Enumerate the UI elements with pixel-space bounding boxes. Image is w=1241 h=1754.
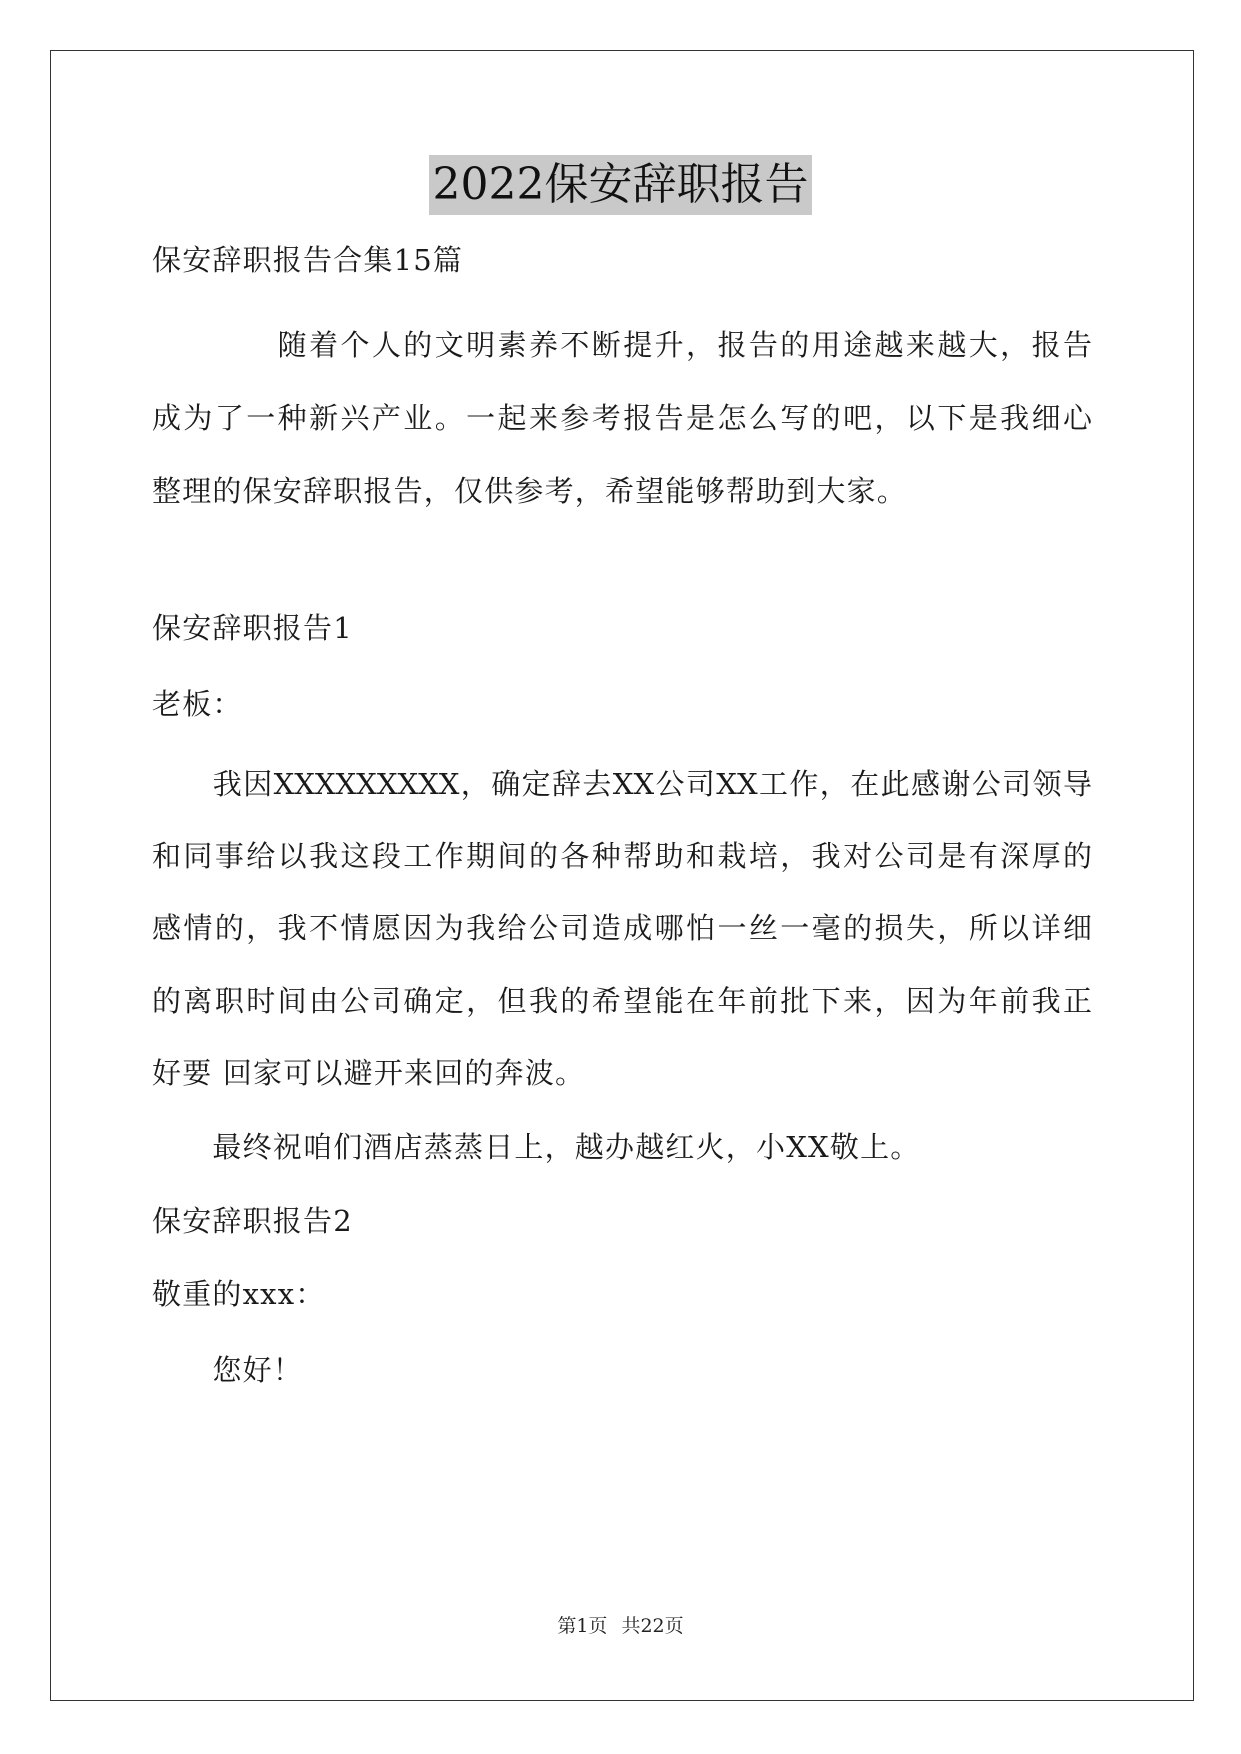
section-heading-2: 保安辞职报告2: [152, 1204, 353, 1238]
intro-line-3: 整理的保安辞职报告，仅供参考，希望能够帮助到大家。: [152, 474, 908, 508]
intro-line-2: 成为了一种新兴产业。一起来参考报告是怎么写的吧，以下是我细心: [152, 401, 1092, 435]
body-line-5: 好要 回家可以避开来回的奔波。: [152, 1056, 586, 1090]
page-number: 第1页: [557, 1615, 608, 1637]
body-line-2: 和同事给以我这段工作期间的各种帮助和栽培，我对公司是有深厚的: [152, 839, 1092, 873]
subtitle-line: 保安辞职报告合集15篇: [152, 243, 464, 277]
document-title: 2022保安辞职报告: [429, 155, 813, 215]
intro-line-1: 随着个人的文明素养不断提升，报告的用途越来越大，报告: [152, 328, 1092, 362]
salutation-2: 敬重的xxx：: [152, 1277, 326, 1311]
section-heading-1: 保安辞职报告1: [152, 611, 353, 645]
closing-line: 最终祝咱们酒店蒸蒸日上，越办越红火，小XX敬上。: [152, 1130, 921, 1164]
title-container: [0, 155, 1241, 215]
greeting-line: 您好！: [152, 1353, 304, 1387]
body-line-4: 的离职时间由公司确定，但我的希望能在年前批下来，因为年前我正: [152, 984, 1092, 1018]
page-footer: [0, 1614, 1241, 1638]
page-total: 共22页: [621, 1615, 684, 1637]
salutation-1: 老板：: [152, 687, 243, 721]
body-line-1: 我因XXXXXXXXX，确定辞去XX公司XX工作，在此感谢公司领导: [152, 767, 1092, 801]
body-line-3: 感情的，我不情愿因为我给公司造成哪怕一丝一毫的损失，所以详细: [152, 911, 1092, 945]
